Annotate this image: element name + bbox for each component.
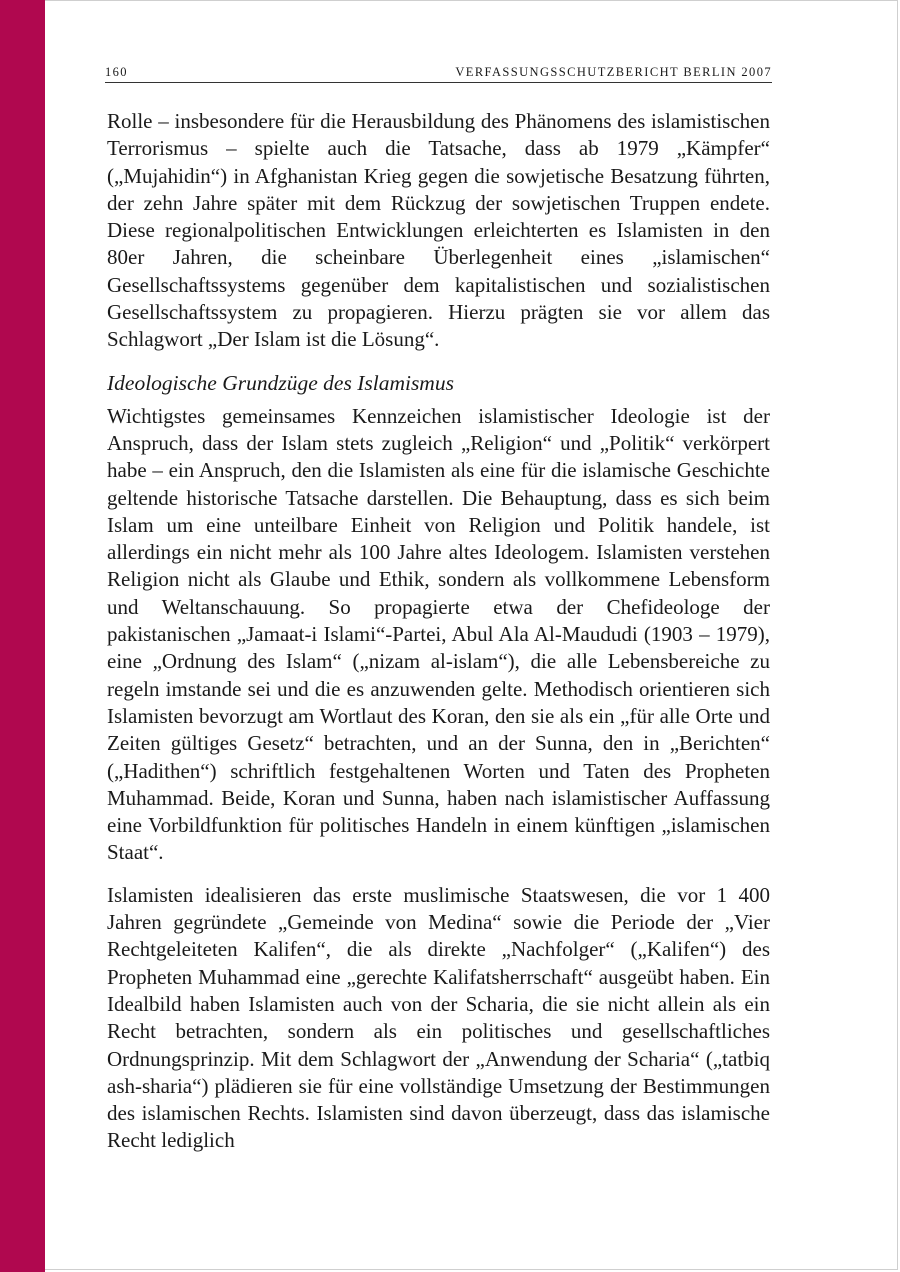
- running-title: VERFASSUNGSSCHUTZBERICHT BERLIN 2007: [455, 65, 772, 79]
- side-color-bar: [0, 0, 45, 1272]
- page-header: [105, 62, 772, 83]
- page-number: 160: [105, 65, 128, 79]
- body-paragraph: Rolle – insbesondere für die Herausbildung des Phänomens des islamistischen Terrorismus – spielte auch die Tatsache, dass ab 1979 „Kämpfer“ („Mujahidin“) in Afghanistan Krieg gegen die sowjetische Besatzung führten, der zehn Jahre später mit dem Rückzug der sowjetischen Truppen endete. Diese regionalpolitischen Entwicklungen erleichterten es Islamisten in den 80er Jahren, die scheinbare Überlegenheit eines „islamischen“ Gesellschaftssystems gegenüber dem kapitalistischen und sozialistischen Gesellschaftssystem zu propagieren. Hierzu prägten sie vor allem das Schlagwort „Der Islam ist die Lösung“.: [107, 109, 770, 352]
- main-content: [107, 108, 770, 1155]
- body-paragraph: Islamisten idealisieren das erste muslimische Staatswesen, die vor 1 400 Jahren gegründete „Gemeinde von Medina“ sowie die Periode der „Vier Rechtgeleiteten Kalifen“, die als direkte „Nachfolger“ („Kalifen“) des Propheten Muhammad eine „gerechte Kalifatsherrschaft“ ausgeübt haben. Ein Idealbild haben Islamisten auch von der Scharia, die sie nicht allein als ein Recht betrachten, sondern als ein politisches und gesellschaftliches Ordnungsprinzip. Mit dem Schlagwort der „Anwendung der Scharia“ („tatbiq ash-sharia“) plädieren sie für eine vollständige Umsetzung der Bestimmungen des islamischen Rechts. Islamisten sind davon überzeugt, dass das islamische Recht lediglich: [107, 882, 770, 1153]
- section-heading: Ideologische Grundzüge des Islamismus: [107, 370, 454, 395]
- body-paragraph: Wichtigstes gemeinsames Kennzeichen islamistischer Ideologie ist der Anspruch, dass der Islam stets zugleich „Religion“ und „Politik“ verkörpert habe – ein Anspruch, den die Islamisten als eine für die islamische Geschichte geltende historische Tatsache darstellen. Die Behauptung, dass es sich beim Islam um eine unteilbare Einheit von Religion und Politik handele, ist allerdings ein nicht mehr als 100 Jahre altes Ideologem. Islamisten verstehen Religion nicht als Glaube und Ethik, sondern als vollkommene Lebensform und Weltanschauung. So propagierte etwa der Chefideologe der pakistanischen „Jamaat-i Islami“-Partei, Abul Ala Al-Maududi (1903 – 1979), eine „Ordnung des Islam“ („nizam al-islam“), die alle Lebensbereiche zu regeln imstande sei und die es anzuwenden gelte. Methodisch orientieren sich Islamisten bevorzugt am Wortlaut des Koran, den sie als ein „für alle Orte und Zeiten gültiges Gesetz“ betrachten, und an der Sunna, den in „Berichten“ („Hadithen“) schriftlich festgehaltenen Worten und Taten des Propheten Muhammad. Beide, Koran und Sunna, haben nach islamistischer Auffassung eine Vorbildfunktion für politisches Handeln in einem künftigen „islamischen Staat“.: [107, 403, 770, 865]
